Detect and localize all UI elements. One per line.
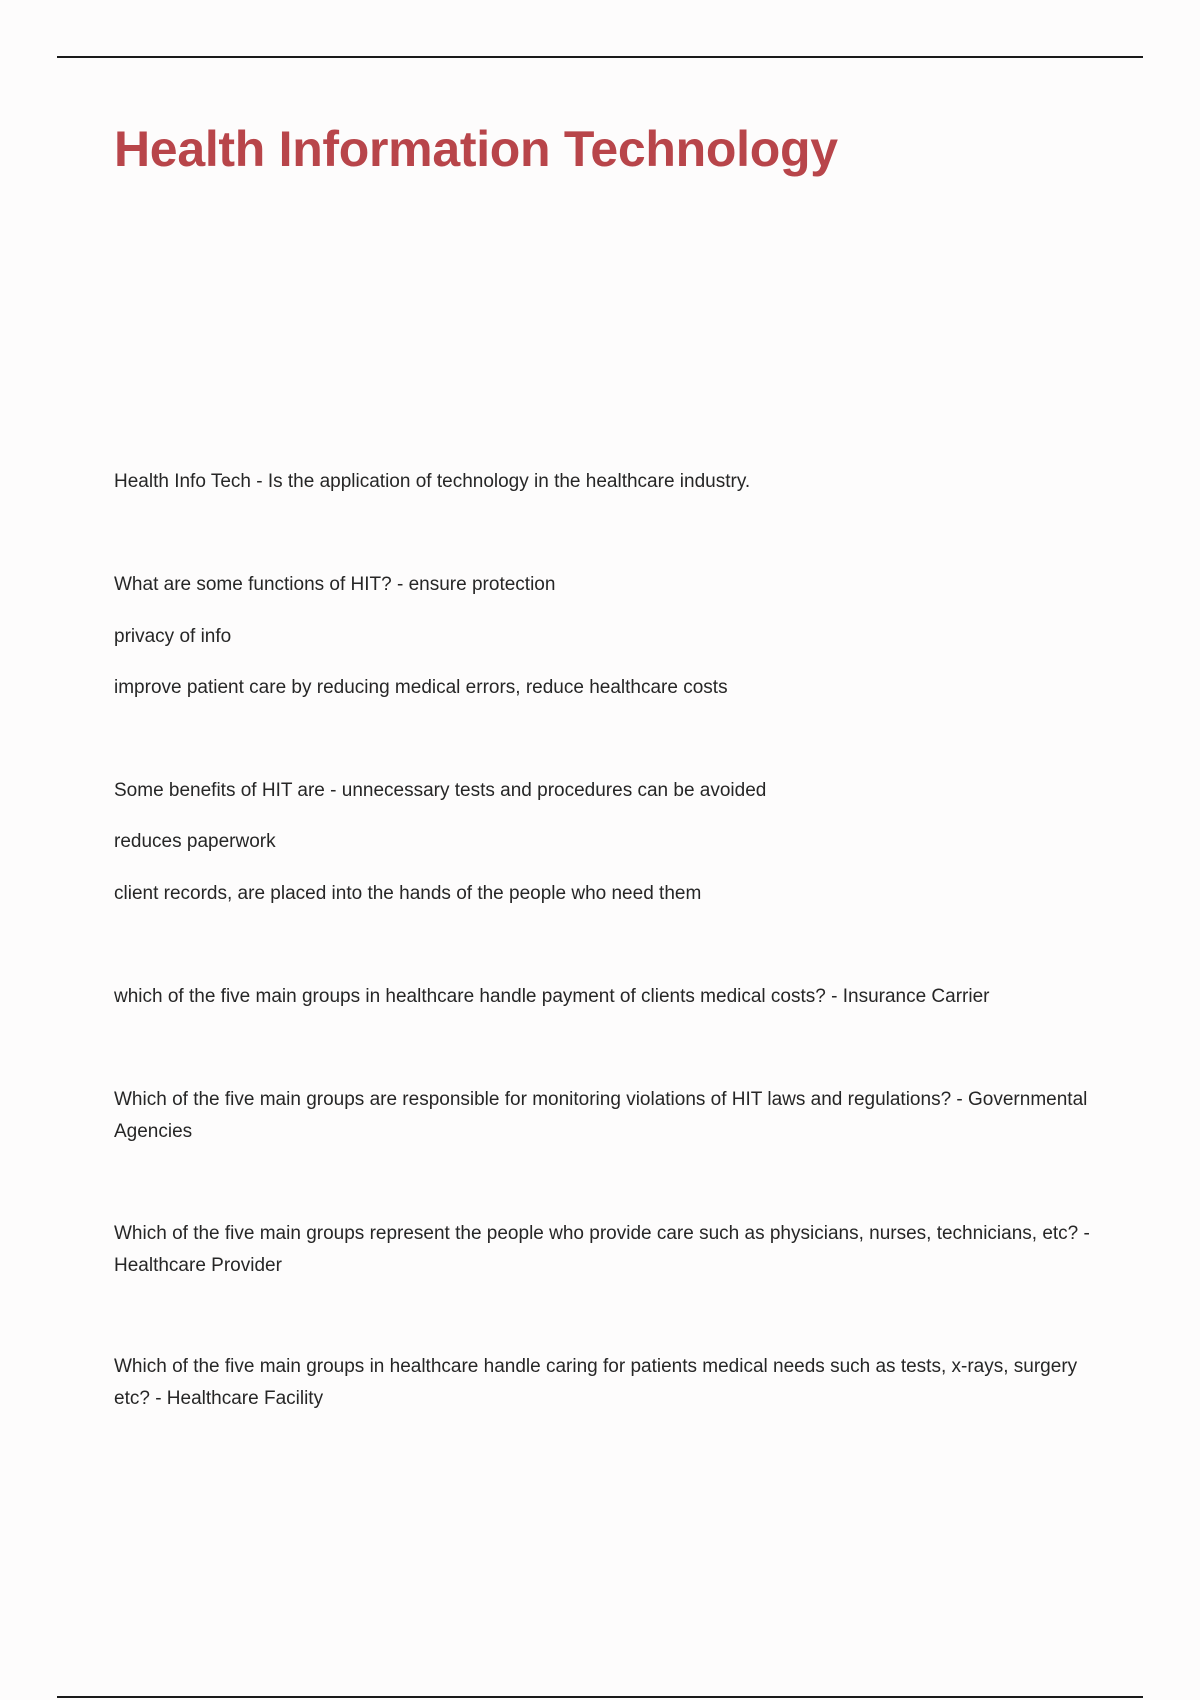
entry-insurance-carrier: which of the five main groups in healthcare handle payment of clients medical costs? - Insurance Carrier	[114, 986, 990, 1007]
footer-rule	[57, 1696, 1143, 1698]
entry-governmental-agencies: Which of the five main groups are responsible for monitoring violations of HIT laws and regulations? - Governmental Agencies	[114, 1089, 1088, 1142]
entry-benefits-line-3: client records, are placed into the hands of the people who need them	[114, 883, 702, 904]
entry-healthcare-provider: Which of the five main groups represent the people who provide care such as physicians, nurses, technicians, etc? - Healthcare Provider	[114, 1223, 1090, 1276]
entry-functions-question: What are some functions of HIT? - ensure protection	[114, 574, 556, 595]
entry-benefits-line-2: reduces paperwork	[114, 831, 276, 852]
entry-functions-line-2: privacy of info	[114, 626, 232, 647]
document-title: Health Information Technology	[114, 121, 838, 177]
entry-health-info-tech: Health Info Tech - Is the application of technology in the healthcare industry.	[114, 471, 751, 492]
entry-healthcare-facility: Which of the five main groups in healthcare handle caring for patients medical needs such as tests, x-rays, surgery etc? - Healthcare Facility	[114, 1356, 1078, 1409]
entry-functions-line-3: improve patient care by reducing medical errors, reduce healthcare costs	[114, 677, 728, 698]
header-rule	[57, 56, 1143, 58]
entry-benefits-question: Some benefits of HIT are - unnecessary tests and procedures can be avoided	[114, 780, 767, 801]
